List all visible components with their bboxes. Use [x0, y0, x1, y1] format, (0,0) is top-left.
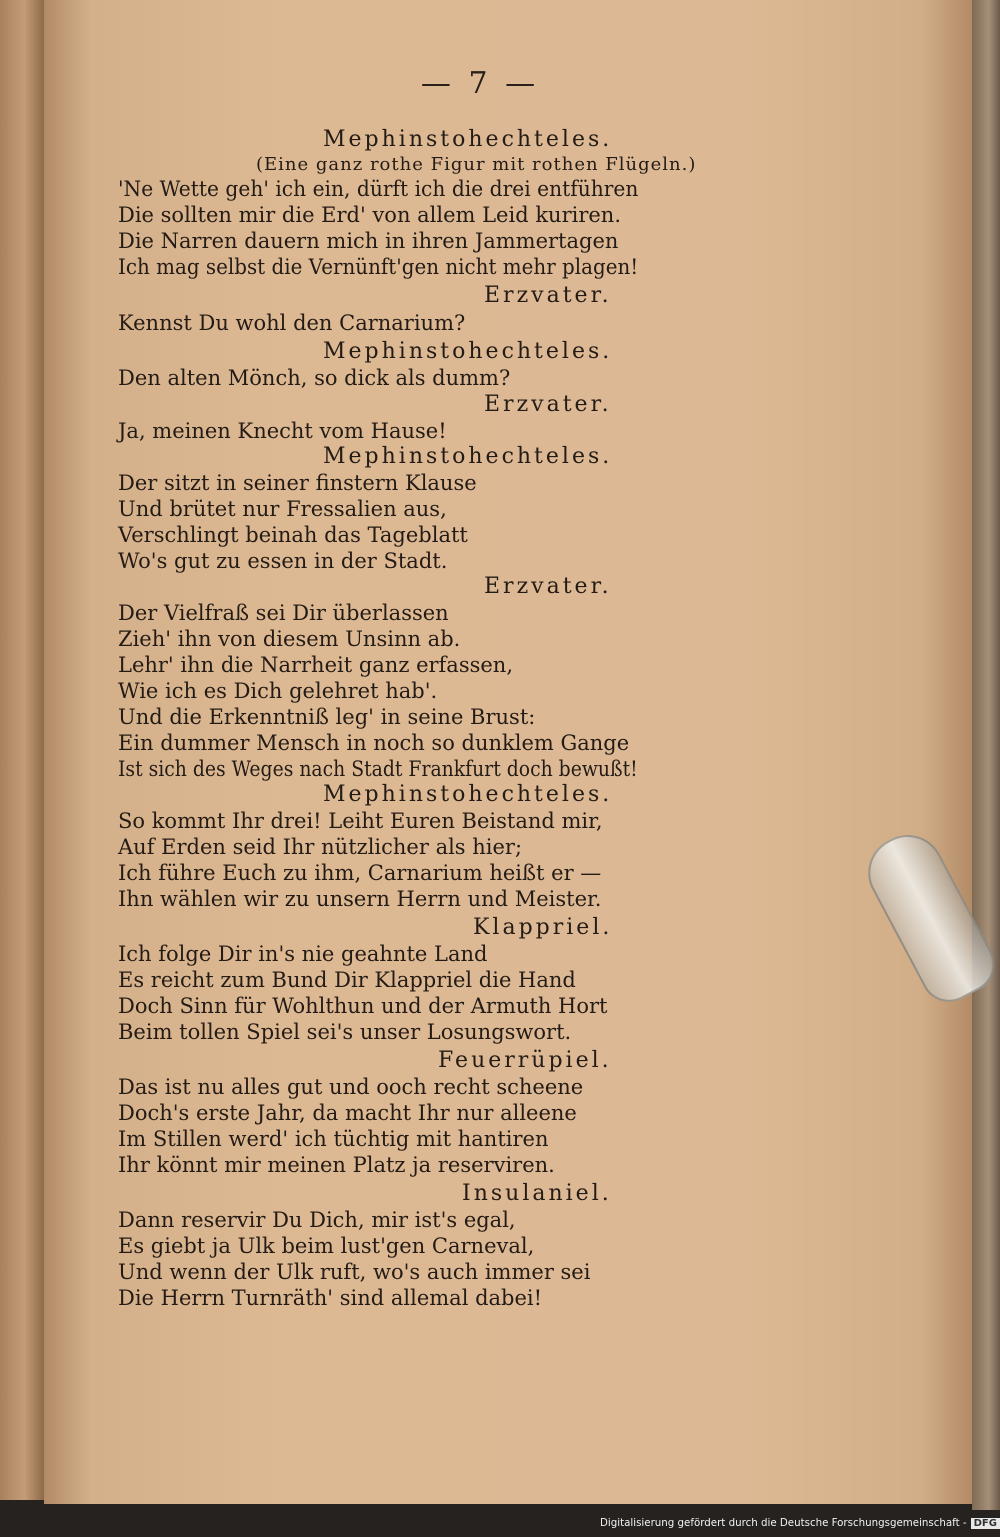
verse-line: Wo's gut zu essen in der Stadt. [118, 549, 448, 573]
speaker-line: Mephinstohechteles. [323, 127, 613, 152]
verse-line: Und wenn der Ulk ruft, wo's auch immer sei [118, 1260, 591, 1284]
verse-line: Das ist nu alles gut und ooch recht scheene [118, 1075, 584, 1099]
speaker-line: Mephinstohechteles. [323, 339, 613, 364]
verse-line: Doch Sinn für Wohlthun und der Armuth Hort [118, 994, 608, 1018]
stage-direction: (Eine ganz rothe Figur mit rothen Flügeln.) [256, 154, 697, 175]
speaker-line: Feuerrüpiel. [438, 1048, 612, 1073]
dfg-logo-icon: DFG [971, 1518, 1000, 1529]
speaker-line: Klappriel. [473, 915, 613, 940]
verse-line: Kennst Du wohl den Carnarium? [118, 311, 466, 335]
verse-line: Ich mag selbst die Vernünft'gen nicht mehr plagen! [118, 255, 639, 279]
verse-line: Lehr' ihn die Narrheit ganz erfassen, [118, 653, 514, 677]
verse-line: Ja, meinen Knecht vom Hause! [118, 419, 447, 443]
speaker-line: Erzvater. [484, 574, 612, 599]
verse-line: Der Vielfraß sei Dir überlassen [118, 601, 449, 625]
speaker-line: Erzvater. [484, 392, 612, 417]
verse-line: Verschlingt beinah das Tageblatt [118, 523, 468, 547]
footer-text: Digitalisierung gefördert durch die Deutsche Forschungsgemeinschaft - [600, 1517, 967, 1529]
speaker-line: Erzvater. [484, 283, 612, 308]
verse-line: Und brütet nur Fressalien aus, [118, 497, 447, 521]
verse-line: So kommt Ihr drei! Leiht Euren Beistand mir, [118, 809, 603, 833]
verse-line: Auf Erden seid Ihr nützlicher als hier; [118, 835, 523, 859]
verse-line: Dann reservir Du Dich, mir ist's egal, [118, 1208, 516, 1232]
verse-line: Doch's erste Jahr, da macht Ihr nur alleene [118, 1101, 577, 1125]
verse-line: Ihn wählen wir zu unsern Herrn und Meister. [118, 887, 602, 911]
speaker-line: Mephinstohechteles. [323, 444, 613, 469]
verse-line: Der sitzt in seiner finstern Klause [118, 471, 477, 495]
verse-line: Es reicht zum Bund Dir Klappriel die Hand [118, 968, 576, 992]
speaker-line: Mephinstohechteles. [323, 782, 613, 807]
verse-line: Die sollten mir die Erd' von allem Leid kuriren. [118, 203, 621, 227]
verse-line: Ist sich des Weges nach Stadt Frankfurt doch bewußt! [118, 757, 638, 781]
verse-line: Die Herrn Turnräth' sind allemal dabei! [118, 1286, 543, 1310]
verse-line: Den alten Mönch, so dick als dumm? [118, 366, 511, 390]
verse-line: Ihr könnt mir meinen Platz ja reserviren. [118, 1153, 555, 1177]
verse-line: Ich führe Euch zu ihm, Carnarium heißt er — [118, 861, 602, 885]
verse-line: Zieh' ihn von diesem Unsinn ab. [118, 627, 461, 651]
verse-line: Und die Erkenntniß leg' in seine Brust: [118, 705, 536, 729]
digitization-footer [600, 1517, 996, 1537]
verse-line: Wie ich es Dich gelehret hab'. [118, 679, 438, 703]
verse-line: Ein dummer Mensch in noch so dunklem Gange [118, 731, 630, 755]
verse-line: 'Ne Wette geh' ich ein, dürft ich die drei entführen [118, 177, 639, 201]
verse-line: Beim tollen Spiel sei's unser Losungswort. [118, 1020, 572, 1044]
verse-line: Es giebt ja Ulk beim lust'gen Carneval, [118, 1234, 535, 1258]
speaker-line: Insulaniel. [462, 1181, 612, 1206]
verse-line: Die Narren dauern mich in ihren Jammertagen [118, 229, 619, 253]
verse-line: Im Stillen werd' ich tüchtig mit hantiren [118, 1127, 549, 1151]
verse-line: Ich folge Dir in's nie geahnte Land [118, 942, 488, 966]
page-number: — 7 — [420, 66, 540, 101]
